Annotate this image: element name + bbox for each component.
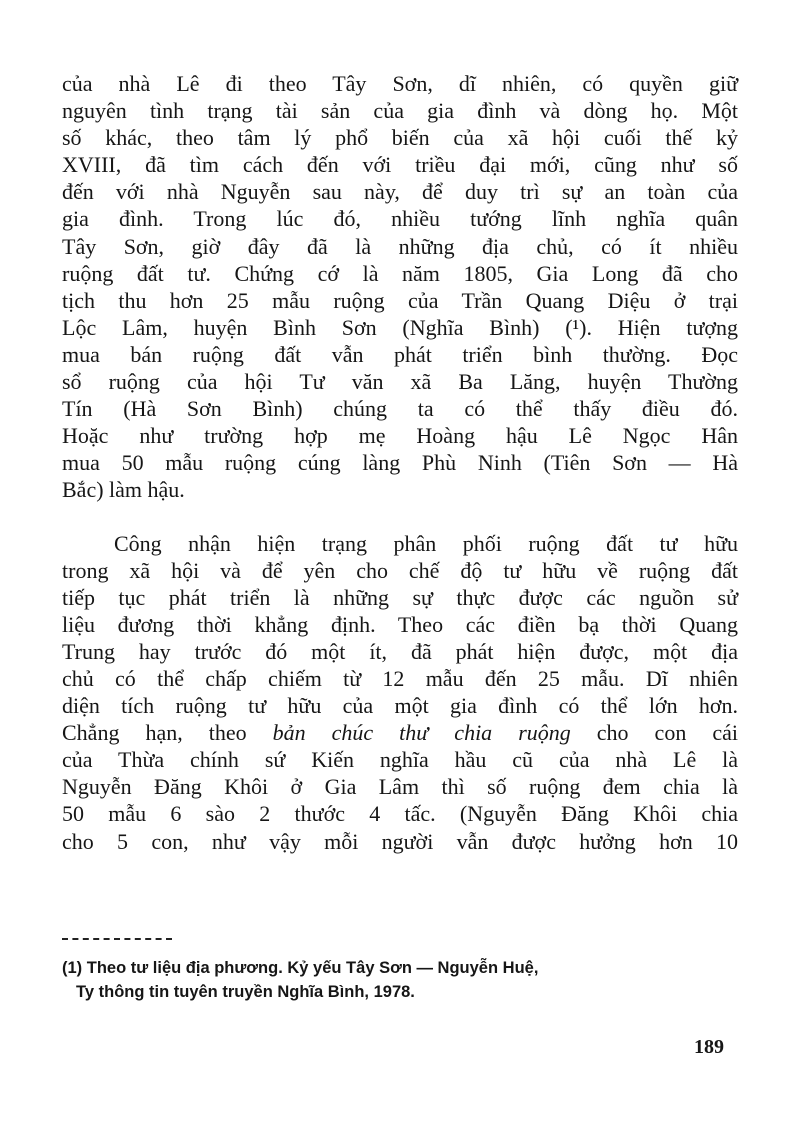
text-line: cho 5 con, như vậy mỗi người vẫn được hưởng hơn 10 — [62, 828, 738, 854]
text-line: Tín (Hà Sơn Bình) chúng ta có thể thấy điều đó. — [62, 396, 738, 422]
text-line: Tây Sơn, giờ đây đã là những địa chủ, có ít nhiều — [62, 233, 738, 259]
text-line: của nhà Lê đi theo Tây Sơn, dĩ nhiên, có quyền giữ — [62, 71, 738, 96]
text-line: ruộng đất tư. Chứng cớ là năm 1805, Gia Long đã cho — [62, 260, 738, 286]
text-line: liệu đương thời khẳng định. Theo các điền bạ thời Quang — [62, 611, 738, 637]
text-line: số khác, theo tâm lý phổ biến của xã hội cuối thế kỷ — [62, 125, 738, 151]
text-line: Trung hay trước đó một ít, đã phát hiện được, một địa — [62, 638, 738, 664]
text-line: diện tích ruộng tư hữu của một gia đình có thể lớn hơn. — [62, 693, 738, 719]
text-line: đến với nhà Nguyễn sau này, để duy trì sự an toàn của — [62, 179, 738, 205]
text-line: gia đình. Trong lúc đó, nhiều tướng lĩnh nghĩa quân — [62, 206, 738, 232]
text-run: Chẳng hạn, theo — [62, 720, 273, 746]
text-line: tiếp tục phát triển là những sự thực được các nguồn sử — [62, 584, 738, 610]
text-line: của Thừa chính sứ Kiến nghĩa hầu cũ của nhà Lê là — [62, 747, 738, 773]
text-line: Hoặc như trường hợp mẹ Hoàng hậu Lê Ngọc Hân — [62, 423, 738, 449]
paragraph-1 — [62, 70, 738, 504]
page-number: 189 — [694, 1036, 724, 1058]
footnote-line: Ty thông tin tuyên truyền Nghĩa Bình, 1978. — [76, 983, 415, 1001]
text-line: tịch thu hơn 25 mẫu ruộng của Trần Quang Diệu ở trại — [62, 287, 738, 313]
text-run: cho con cái — [570, 720, 738, 746]
page-body — [62, 70, 738, 855]
text-line: XVIII, đã tìm cách đến với triều đại mới, cũng như số — [62, 152, 738, 178]
text-line: mua bán ruộng đất vẫn phát triển bình thường. Đọc — [62, 341, 738, 367]
text-line-with-italic — [62, 719, 738, 746]
text-line: Nguyễn Đăng Khôi ở Gia Lâm thì số ruộng đem chia là — [62, 774, 738, 800]
footnote — [62, 956, 738, 1004]
text-line: Lộc Lâm, huyện Bình Sơn (Nghĩa Bình) (¹). Hiện tượng — [62, 314, 738, 340]
text-line: nguyên tình trạng tài sản của gia đình và dòng họ. Một — [62, 98, 738, 124]
text-line: sổ ruộng của hội Tư văn xã Ba Lăng, huyện Thường — [62, 369, 738, 395]
text-line: Công nhận hiện trạng phân phối ruộng đất tư hữu — [114, 530, 738, 556]
italic-title: bản chúc thư chia ruộng — [272, 720, 571, 746]
text-line: trong xã hội và để yên cho chế độ tư hữu về ruộng đất — [62, 557, 738, 583]
footnote-line: (1) Theo tư liệu địa phương. Kỷ yếu Tây Sơn — Nguyễn Huệ, — [62, 959, 539, 977]
text-line: chủ có thể chấp chiếm từ 12 mẫu đến 25 mẫu. Dĩ nhiên — [62, 665, 738, 691]
text-line: Bắc) làm hậu. — [62, 477, 185, 503]
text-line: 50 mẫu 6 sào 2 thước 4 tấc. (Nguyễn Đăng Khôi chia — [62, 801, 738, 827]
footnote-separator — [62, 938, 172, 940]
text-line: mua 50 mẫu ruộng cúng làng Phù Ninh (Tiên Sơn — Hà — [62, 450, 738, 476]
paragraph-2 — [62, 530, 738, 855]
